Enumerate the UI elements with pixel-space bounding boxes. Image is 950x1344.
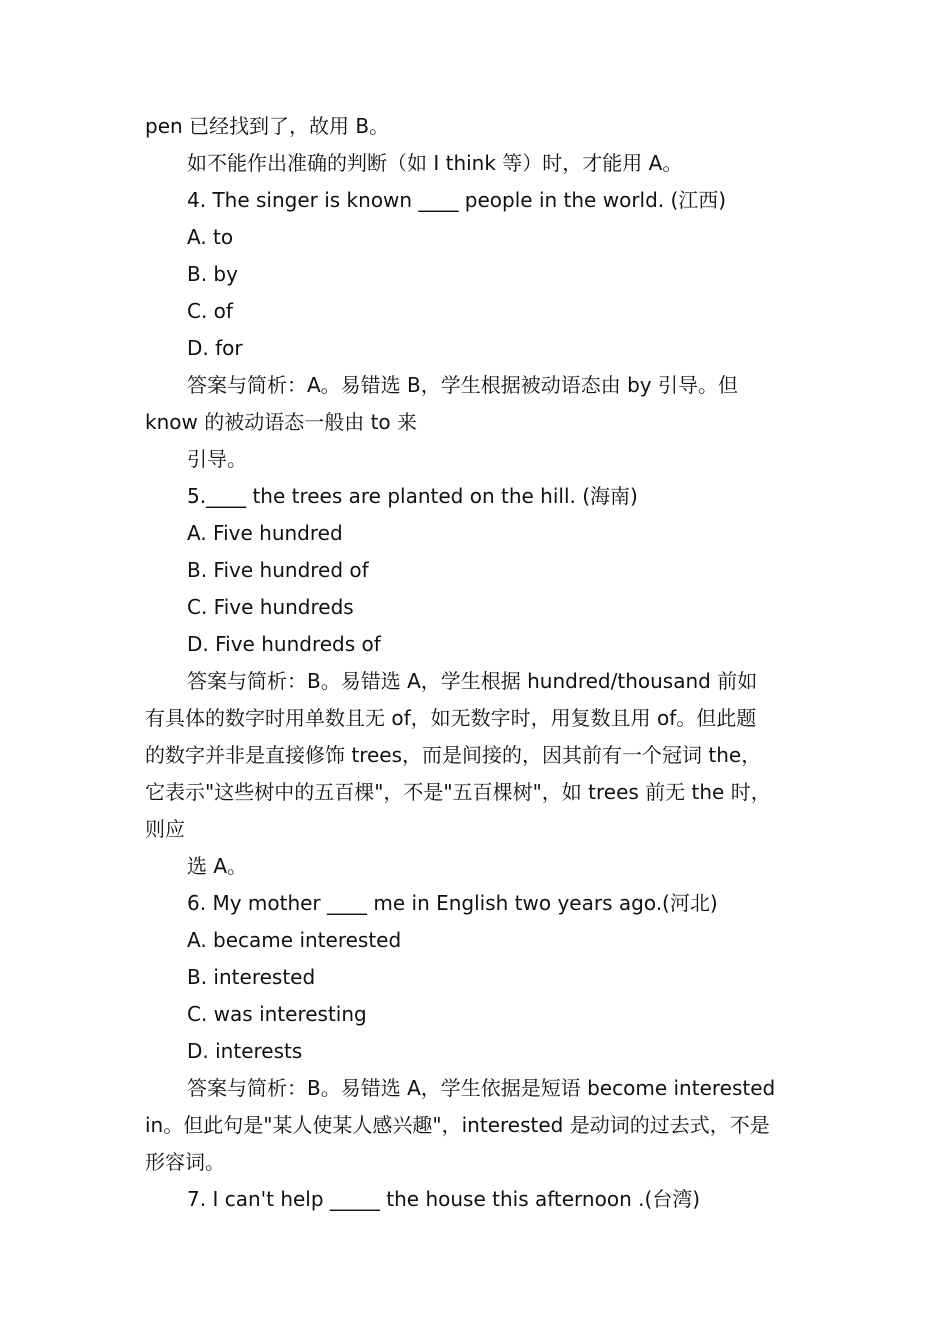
option-a: A. to <box>187 225 234 249</box>
document-page <box>145 108 807 1218</box>
option-a: A. Five hundred <box>187 521 343 545</box>
option-c: C. was interesting <box>187 1002 367 1026</box>
question-7: 7. I can't help _____ the house this afternoon .(台湾) <box>187 1187 701 1211</box>
option-d: D. for <box>187 336 243 360</box>
answer-4: 答案与简析：A。易错选 B，学生根据被动语态由 by 引导。但 <box>187 373 739 397</box>
question-4: 4. The singer is known ____ people in the world. (江西) <box>187 188 727 212</box>
question-5: 5.____ the trees are planted on the hill. (海南) <box>187 484 638 508</box>
answer-6: 答案与简析：B。易错选 A，学生依据是短语 become interested <box>187 1076 776 1100</box>
text-line: pen 已经找到了，故用 B。 <box>145 114 390 138</box>
option-c: C. Five hundreds <box>187 595 354 619</box>
text-line: 则应 <box>145 817 185 841</box>
text-line: 引导。 <box>187 447 247 471</box>
question-6: 6. My mother ____ me in English two years ago.(河北) <box>187 891 718 915</box>
text-line: 有具体的数字时用单数且无 of，如无数字时，用复数且用 of。但此题 <box>145 706 757 730</box>
text-line: 如不能作出准确的判断（如 I think 等）时，才能用 A。 <box>187 151 683 175</box>
option-b: B. interested <box>187 965 316 989</box>
option-c: C. of <box>187 299 233 323</box>
text-line: 形容词。 <box>145 1150 225 1174</box>
option-a: A. became interested <box>187 928 402 952</box>
text-line: 它表示"这些树中的五百棵"，不是"五百棵树"，如 trees 前无 the 时， <box>145 780 771 804</box>
text-line: in。但此句是"某人使某人感兴趣"，interested 是动词的过去式，不是 <box>145 1113 770 1137</box>
text-line: know 的被动语态一般由 to 来 <box>145 410 418 434</box>
option-d: D. interests <box>187 1039 303 1063</box>
option-b: B. Five hundred of <box>187 558 369 582</box>
text-line: 的数字并非是直接修饰 trees，而是间接的，因其前有一个冠词 the， <box>145 743 762 767</box>
option-b: B. by <box>187 262 238 286</box>
text-line: 选 A。 <box>187 854 248 878</box>
answer-5: 答案与简析：B。易错选 A，学生根据 hundred/thousand 前如 <box>187 669 758 693</box>
option-d: D. Five hundreds of <box>187 632 381 656</box>
